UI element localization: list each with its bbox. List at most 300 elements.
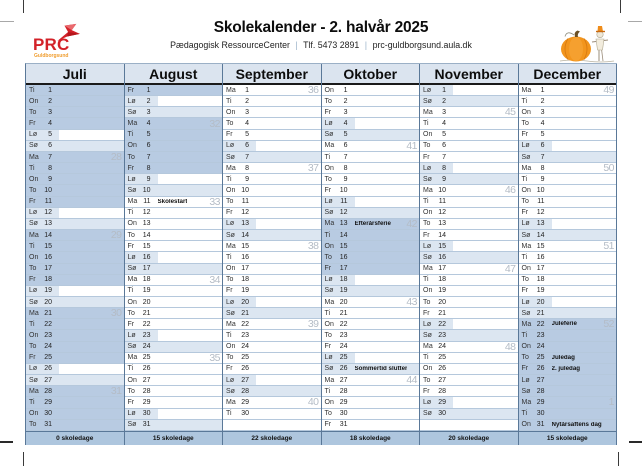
day-abbrev: Sø — [521, 153, 531, 161]
day-number: 24 — [44, 343, 52, 351]
day-abbrev: Ma — [423, 108, 433, 116]
day-cell — [420, 118, 518, 129]
day-cell — [26, 364, 124, 375]
day-abbrev: On — [324, 242, 334, 250]
month-footer-skoledage: 18 skoledage — [322, 431, 420, 445]
day-abbrev: Ma — [226, 320, 236, 328]
day-abbrev: To — [324, 410, 332, 418]
day-cell — [125, 375, 223, 386]
day-number: 15 — [536, 242, 545, 250]
day-number: 16 — [339, 253, 348, 261]
day-abbrev: Sø — [324, 365, 334, 373]
day-note: Juledag — [551, 354, 575, 361]
day-number: 11 — [438, 198, 446, 206]
day-cell — [322, 297, 420, 308]
day-abbrev: Lø — [423, 398, 432, 406]
day-cell — [125, 330, 223, 341]
day-cell — [125, 409, 223, 420]
day-abbrev: Ma — [226, 242, 236, 250]
day-cell — [125, 252, 223, 263]
day-abbrev: Ti — [29, 164, 35, 172]
day-number: 12 — [438, 209, 446, 217]
day-abbrev: Ti — [324, 231, 331, 239]
day-abbrev: Ti — [423, 198, 429, 206]
week-number: 35 — [209, 351, 220, 364]
day-cell — [125, 185, 223, 196]
day-number: 3 — [245, 108, 249, 116]
day-number: 8 — [540, 164, 545, 172]
day-cell — [519, 230, 617, 241]
day-number: 2 — [540, 97, 545, 105]
day-cell — [125, 163, 223, 174]
day-cell — [125, 130, 223, 141]
day-abbrev: Lø — [423, 86, 432, 94]
day-number: 20 — [438, 298, 446, 306]
day-number: 24 — [438, 343, 446, 351]
day-abbrev: Fr — [423, 153, 430, 161]
day-abbrev: To — [324, 97, 332, 105]
day-number: 5 — [146, 131, 151, 139]
day-number: 23 — [438, 332, 446, 340]
day-number: 27 — [241, 376, 249, 384]
day-cell — [223, 152, 321, 163]
day-abbrev: Ma — [521, 242, 532, 250]
crop-mark-bottom-right-horizontal — [629, 441, 642, 443]
month-body — [519, 85, 617, 431]
day-abbrev: Fr — [423, 309, 430, 317]
day-number: 26 — [44, 365, 52, 373]
day-number: 1 — [343, 86, 348, 94]
day-cell — [26, 397, 124, 408]
day-cell — [519, 208, 617, 219]
day-abbrev: Fr — [29, 198, 36, 206]
day-cell — [125, 397, 223, 408]
day-number: 7 — [442, 153, 446, 161]
day-number: 28 — [438, 387, 446, 395]
day-number: 25 — [241, 354, 249, 362]
month-footer-skoledage: 20 skoledage — [420, 431, 518, 445]
prc-logo-text: PRC — [33, 35, 70, 54]
day-abbrev: Sø — [324, 287, 334, 295]
day-cell — [223, 353, 321, 364]
day-number: 15 — [339, 242, 348, 250]
day-number: 7 — [540, 153, 545, 161]
day-abbrev: Ma — [521, 86, 532, 94]
day-note: Efterårsferie — [354, 220, 391, 227]
day-number: 22 — [241, 320, 249, 328]
day-cell — [125, 197, 223, 208]
day-cell — [519, 96, 617, 107]
day-number: 13 — [142, 220, 151, 228]
day-abbrev: Fr — [324, 343, 332, 351]
day-cell — [26, 197, 124, 208]
day-cell — [125, 342, 223, 353]
day-number: 27 — [438, 376, 446, 384]
day-abbrev: On — [324, 86, 334, 94]
day-number: 1 — [442, 86, 446, 94]
day-abbrev: To — [423, 220, 431, 228]
day-cell — [223, 286, 321, 297]
day-abbrev: Sø — [29, 142, 38, 150]
crop-mark-top-left-vertical — [23, 0, 24, 13]
day-abbrev: Ti — [324, 153, 331, 161]
month-body — [420, 85, 518, 431]
month-body — [26, 85, 124, 431]
pumpkin-scarecrow-illustration — [555, 20, 617, 66]
day-abbrev: Ma — [127, 198, 138, 206]
day-abbrev: Ma — [226, 398, 236, 406]
day-cell — [322, 174, 420, 185]
day-cell — [420, 208, 518, 219]
day-number: 9 — [442, 175, 446, 183]
day-number: 18 — [536, 276, 545, 284]
day-number: 6 — [343, 142, 348, 150]
month-column-oktober — [322, 64, 421, 445]
week-number: 41 — [406, 139, 417, 152]
day-abbrev: Sø — [127, 265, 137, 273]
day-abbrev: Ti — [423, 276, 429, 284]
day-number: 11 — [537, 198, 545, 206]
day-abbrev: Ti — [29, 320, 35, 328]
day-cell — [519, 130, 617, 141]
week-number: 48 — [504, 340, 516, 353]
day-number: 7 — [245, 153, 249, 161]
day-cell — [26, 330, 124, 341]
week-number: 50 — [603, 161, 614, 174]
day-number: 21 — [536, 309, 545, 317]
day-abbrev: Sø — [423, 410, 432, 418]
day-abbrev: Lø — [29, 209, 38, 217]
day-cell — [26, 174, 124, 185]
day-number: 26 — [438, 365, 446, 373]
day-number: 27 — [536, 376, 545, 384]
day-cell — [223, 386, 321, 397]
day-number: 29 — [536, 398, 545, 406]
day-cell — [519, 85, 617, 96]
day-abbrev: Ti — [226, 253, 232, 261]
day-abbrev: Lø — [324, 276, 333, 284]
day-cell — [519, 152, 617, 163]
day-abbrev: Sø — [127, 186, 137, 194]
day-abbrev: Ma — [324, 298, 335, 306]
day-number: 28 — [339, 387, 348, 395]
week-number: 46 — [504, 184, 516, 197]
week-number: 38 — [307, 240, 319, 253]
subtitle-separator: | — [364, 39, 368, 50]
week-number: 33 — [209, 195, 220, 208]
day-cell — [125, 297, 223, 308]
day-abbrev: Fr — [521, 365, 529, 373]
day-cell — [125, 85, 223, 96]
month-column-august — [125, 64, 224, 445]
day-number: 23 — [536, 332, 545, 340]
day-cell — [519, 308, 617, 319]
day-abbrev: To — [521, 276, 529, 284]
day-number: 11 — [241, 198, 249, 206]
day-cell — [322, 397, 420, 408]
day-cell — [322, 252, 420, 263]
day-abbrev: To — [29, 108, 37, 116]
day-abbrev: Sø — [521, 231, 531, 239]
day-abbrev: To — [29, 343, 37, 351]
day-number: 10 — [44, 186, 52, 194]
week-number: 28 — [110, 150, 122, 163]
day-cell — [26, 118, 124, 129]
day-abbrev: Ti — [324, 309, 331, 317]
day-cell — [420, 330, 518, 341]
day-cell — [519, 174, 617, 185]
day-abbrev: On — [423, 131, 433, 139]
page-subtitle — [0, 40, 642, 50]
day-cell — [125, 420, 223, 431]
day-abbrev: To — [127, 153, 135, 161]
day-cell — [223, 163, 321, 174]
day-abbrev: Ti — [29, 242, 35, 250]
day-cell — [26, 252, 124, 263]
day-abbrev: Lø — [226, 220, 235, 228]
week-number: 1 — [608, 396, 614, 409]
day-cell — [519, 185, 617, 196]
day-cell — [420, 152, 518, 163]
day-number: 9 — [343, 175, 348, 183]
day-number: 22 — [438, 320, 446, 328]
day-cell — [420, 264, 518, 275]
day-abbrev: Ti — [521, 253, 528, 261]
day-cell — [223, 264, 321, 275]
day-cell — [519, 297, 617, 308]
day-abbrev: Lø — [29, 365, 38, 373]
day-cell — [125, 107, 223, 118]
day-cell — [322, 353, 420, 364]
day-cell — [223, 118, 321, 129]
day-cell — [420, 130, 518, 141]
day-number: 17 — [241, 265, 249, 273]
day-cell-empty — [420, 420, 518, 431]
day-abbrev: Ti — [226, 410, 232, 418]
day-abbrev: Sø — [127, 108, 137, 116]
day-number: 21 — [438, 309, 446, 317]
day-abbrev: To — [324, 253, 332, 261]
day-abbrev: On — [521, 421, 531, 429]
day-abbrev: Fr — [29, 354, 36, 362]
day-number: 6 — [245, 142, 249, 150]
day-abbrev: Fr — [127, 86, 135, 94]
day-cell — [223, 297, 321, 308]
day-cell — [125, 386, 223, 397]
day-cell — [26, 275, 124, 286]
crop-mark-bottom-left-horizontal — [0, 441, 13, 443]
day-number: 2 — [245, 97, 249, 105]
day-cell — [26, 107, 124, 118]
week-number: 34 — [209, 273, 220, 286]
week-number: 51 — [603, 240, 614, 253]
month-footer-skoledage: 0 skoledage — [26, 431, 124, 445]
day-cell — [420, 375, 518, 386]
day-cell — [125, 264, 223, 275]
day-number: 18 — [438, 276, 446, 284]
day-abbrev: Ti — [521, 175, 528, 183]
day-abbrev: Fr — [423, 387, 430, 395]
day-number: 31 — [536, 421, 545, 429]
day-abbrev: Lø — [521, 142, 530, 150]
day-number: 10 — [339, 186, 348, 194]
prc-logo-subtext: Guldborgsund — [34, 53, 69, 59]
day-abbrev: Ma — [521, 320, 532, 328]
day-abbrev: Fr — [29, 120, 36, 128]
day-number: 27 — [339, 376, 348, 384]
day-cell — [519, 409, 617, 420]
day-cell — [125, 364, 223, 375]
day-abbrev: Ti — [29, 398, 35, 406]
day-cell — [322, 197, 420, 208]
week-number: 45 — [504, 106, 516, 119]
day-number: 3 — [540, 108, 545, 116]
day-note: Sommertid slutter — [354, 365, 408, 372]
day-number: 16 — [142, 253, 151, 261]
day-cell — [223, 141, 321, 152]
day-abbrev: Fr — [127, 242, 135, 250]
day-number: 9 — [146, 175, 151, 183]
day-number: 12 — [241, 209, 249, 217]
day-abbrev: Ti — [423, 120, 429, 128]
day-cell — [420, 409, 518, 420]
week-number: 36 — [307, 83, 319, 96]
day-abbrev: To — [521, 354, 529, 362]
day-cell — [125, 219, 223, 230]
day-number: 14 — [536, 231, 545, 239]
week-number: 44 — [406, 373, 417, 386]
day-number: 27 — [44, 376, 52, 384]
day-cell — [420, 275, 518, 286]
day-note: 2. juledag — [551, 365, 581, 372]
day-cell — [26, 152, 124, 163]
day-number: 12 — [339, 209, 348, 217]
week-number: 40 — [307, 396, 319, 409]
day-abbrev: Ma — [127, 354, 138, 362]
day-abbrev: Sø — [29, 376, 38, 384]
day-cell — [26, 297, 124, 308]
day-number: 21 — [44, 309, 52, 317]
day-number: 21 — [339, 309, 348, 317]
day-abbrev: On — [127, 298, 137, 306]
day-abbrev: On — [423, 287, 433, 295]
week-number: 29 — [110, 228, 122, 241]
day-cell — [223, 364, 321, 375]
day-number: 15 — [142, 242, 151, 250]
day-abbrev: On — [29, 175, 39, 183]
day-abbrev: Ma — [423, 265, 433, 273]
day-abbrev: Ti — [226, 97, 232, 105]
day-number: 16 — [536, 253, 545, 261]
day-abbrev: To — [127, 231, 135, 239]
day-number: 7 — [48, 153, 52, 161]
day-cell — [420, 353, 518, 364]
day-cell — [420, 107, 518, 118]
day-cell — [519, 342, 617, 353]
day-cell — [322, 286, 420, 297]
day-number: 5 — [442, 131, 446, 139]
day-cell — [125, 96, 223, 107]
day-cell — [223, 241, 321, 252]
day-abbrev: Lø — [226, 142, 235, 150]
day-abbrev: To — [521, 198, 529, 206]
day-number: 21 — [241, 309, 249, 317]
day-cell — [519, 353, 617, 364]
day-number: 7 — [146, 153, 151, 161]
day-abbrev: Fr — [127, 320, 135, 328]
day-cell — [26, 409, 124, 420]
day-abbrev: Fr — [127, 398, 135, 406]
day-number: 19 — [536, 287, 545, 295]
day-cell — [223, 230, 321, 241]
day-cell-empty — [223, 420, 321, 431]
day-number: 29 — [142, 398, 151, 406]
day-cell — [223, 219, 321, 230]
day-cell — [125, 319, 223, 330]
day-abbrev: On — [324, 398, 334, 406]
day-cell — [322, 375, 420, 386]
day-number: 25 — [438, 354, 446, 362]
day-abbrev: On — [521, 186, 531, 194]
day-number: 10 — [536, 186, 545, 194]
day-number: 8 — [442, 164, 446, 172]
day-number: 24 — [142, 343, 151, 351]
day-abbrev: To — [226, 276, 234, 284]
day-number: 20 — [241, 298, 249, 306]
month-header: September — [223, 64, 321, 85]
day-cell — [125, 208, 223, 219]
day-cell — [420, 185, 518, 196]
month-footer-skoledage: 15 skoledage — [519, 431, 617, 445]
day-number: 27 — [142, 376, 151, 384]
day-cell — [223, 275, 321, 286]
day-cell — [125, 308, 223, 319]
day-abbrev: Ma — [127, 120, 138, 128]
day-number: 12 — [44, 209, 52, 217]
day-number: 4 — [245, 120, 249, 128]
day-cell — [223, 409, 321, 420]
day-number: 14 — [438, 231, 446, 239]
day-abbrev: Lø — [127, 332, 136, 340]
day-cell — [125, 286, 223, 297]
day-cell — [519, 319, 617, 330]
month-column-november — [420, 64, 519, 445]
day-cell — [26, 420, 124, 431]
day-abbrev: Fr — [324, 108, 332, 116]
day-number: 12 — [536, 209, 545, 217]
day-cell — [26, 286, 124, 297]
day-cell — [420, 319, 518, 330]
day-abbrev: Ma — [226, 164, 236, 172]
day-number: 17 — [536, 265, 545, 273]
day-cell — [125, 353, 223, 364]
day-abbrev: To — [423, 376, 431, 384]
day-number: 24 — [536, 343, 545, 351]
day-abbrev: On — [226, 265, 236, 273]
day-number: 20 — [536, 298, 545, 306]
day-abbrev: On — [29, 410, 39, 418]
day-cell — [26, 85, 124, 96]
day-abbrev: Ma — [423, 343, 433, 351]
month-header: December — [519, 64, 617, 85]
day-number: 18 — [241, 276, 249, 284]
day-cell — [322, 141, 420, 152]
day-abbrev: Sø — [127, 421, 137, 429]
day-abbrev: Sø — [521, 387, 531, 395]
day-cell — [322, 275, 420, 286]
day-cell — [322, 319, 420, 330]
day-abbrev: On — [127, 376, 137, 384]
